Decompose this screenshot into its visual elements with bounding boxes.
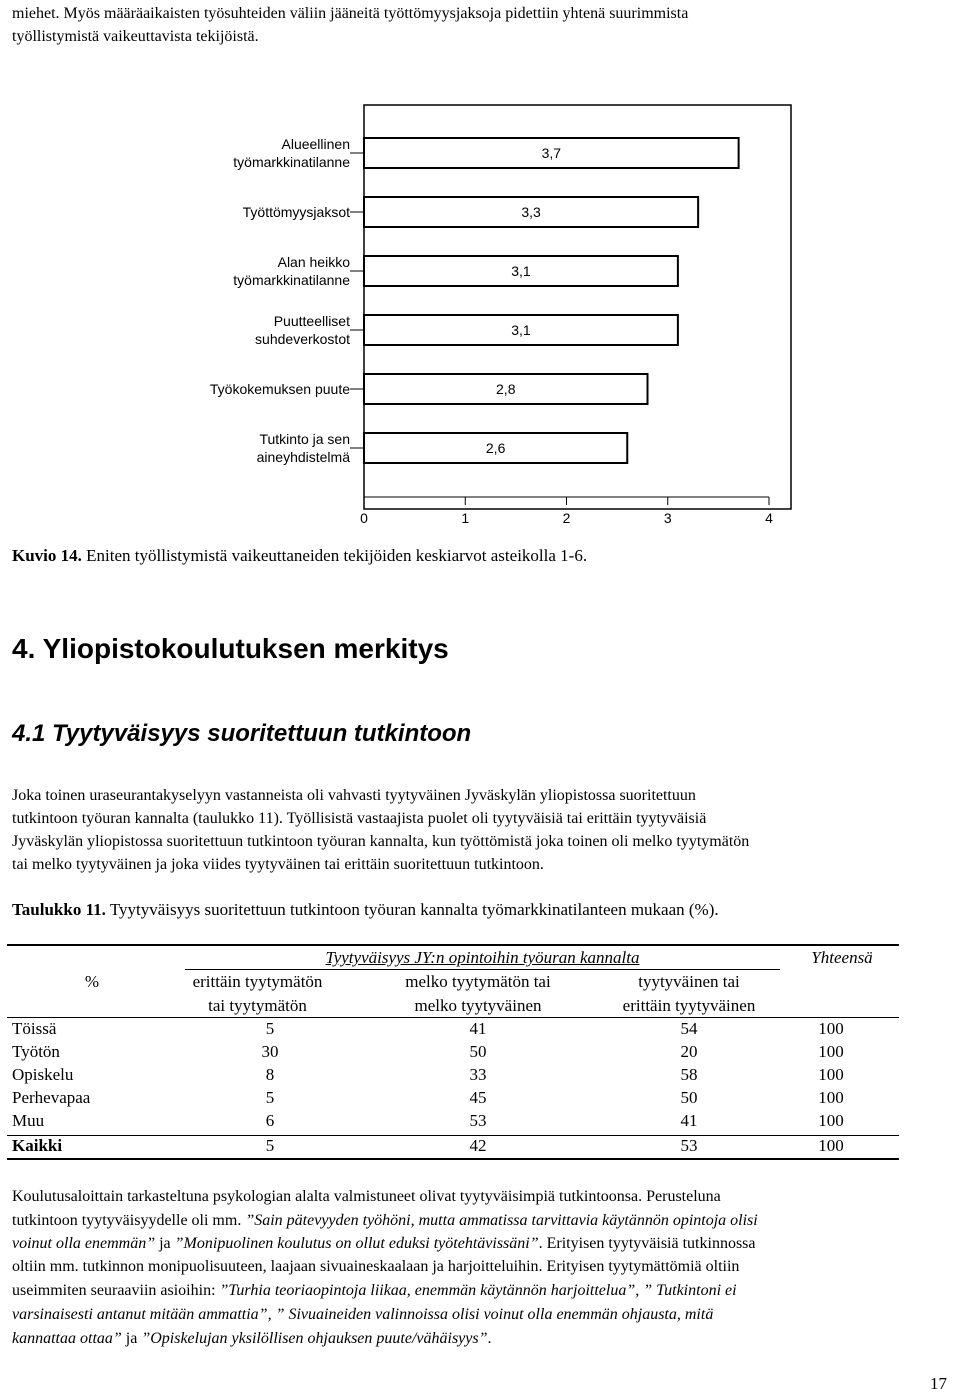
category-label: Alueellinen [281,136,350,152]
data-label: 3,1 [511,263,531,279]
table-total-header: Yhteensä [811,948,873,967]
table-cell: 54 [680,1019,698,1038]
table-group-header: Tyytyväisyys JY:n opintoihin työuran kannalta [325,948,640,967]
para2-line-6 [12,1304,713,1327]
category-label: Tutkinto ja sen [259,431,350,447]
category-label: työmarkkinatilanne [233,154,350,170]
subsection-heading: 4.1 Tyytyväisyys suoritettuun tutkintoon [12,720,472,747]
table-cell: 5 [265,1019,275,1038]
table-total-rule [7,1135,899,1136]
table-row-header: % [84,972,100,991]
category-label: suhdeverkostot [255,331,350,347]
x-tick-label: 0 [360,510,368,526]
para2-line-2 [12,1210,758,1233]
quote-1-end: voinut olla enemmän” [12,1235,156,1252]
data-label: 2,6 [485,440,506,456]
table-cell: 41 [680,1111,698,1130]
table-cell: 100 [818,1065,844,1084]
row-label: Opiskelu [12,1065,74,1084]
para2-text: ja [121,1330,142,1347]
bar-chart [0,0,960,540]
x-tick-label: 3 [663,510,672,526]
quote-3: ”Turhia teoriaopintoja liikaa, enemmän käytännön harjoittelua”, ” Tutkintoni ei [219,1282,737,1299]
table-cell: 50 [469,1042,487,1061]
table-cell: 30 [261,1042,279,1061]
category-label: työmarkkinatilanne [233,272,350,288]
para2-line-1: Koulutusaloittain tarkasteltuna psykologian alalta valmistuneet olivat tyytyväisimpiä tutkintoonsa. Perusteluna [12,1188,721,1205]
category-label: Työttömyysjaksot [242,204,350,220]
category-label: aineyhdistelmä [256,449,350,465]
para1-line-3: Jyväskylän yliopistossa suoritettuun tutkintoon työuran kannalta, kun työttömistä joka toinen oli melko tyytymätön [12,833,750,850]
table-cell: 41 [469,1019,487,1038]
intro-line-1: miehet. Myös määräaikaisten työsuhteiden väliin jääneitä työttömyysjaksoja pidettiin yhtenä suurimmista [12,5,689,22]
para2-text: ja [155,1235,175,1252]
table-cell: 58 [680,1065,698,1084]
table-cell: 100 [818,1111,844,1130]
x-tick-label: 2 [562,510,571,526]
row-label: Työtön [12,1042,60,1061]
table-cell: 100 [818,1136,844,1155]
table-bottom-rule [7,1158,899,1160]
quote-4-end: kannattaa ottaa” [12,1330,122,1347]
para2-text: tutkintoon tyytyväisyydelle oli mm. [12,1212,246,1229]
para2-line-4: oltiin mm. tutkinnon monipuolisuuteen, laajaan sivuaineskaalaan ja harjoitteluihin. Erityisen tyytymättömiä oltiin [12,1258,740,1275]
table-cell: 8 [265,1065,275,1084]
col-header-1-line-1: erittäin tyytymätön [192,972,323,991]
col-header-1-line-2: tai tyytymätön [208,996,307,1015]
table-header-rule [7,1017,899,1018]
table-cell: 45 [469,1088,487,1107]
table-cell: 33 [469,1065,487,1084]
table-cell: 5 [265,1088,275,1107]
para2-text: useimmiten seuraaviin asioihin: [12,1282,220,1299]
row-label: Perhevapaa [12,1088,91,1107]
quote-1: ”Sain pätevyyden työhöni, mutta ammatissa tarvittavia käytännön opintoja olisi [245,1212,758,1229]
table-cell: 100 [818,1088,844,1107]
x-tick-label: 4 [765,510,773,526]
para2-line-5 [12,1280,737,1303]
para1-line-2: tutkintoon työuran kannalta (taulukko 11). Työllisistä vastaajista puolet oli tyytyväisiä tai erittäin tyytyväisiä [12,810,707,827]
page-number: 17 [930,1374,947,1393]
table-cell: 53 [680,1136,698,1155]
table-cell: 100 [818,1019,844,1038]
quote-5: ”Opiskelujan yksilöllisen ohjauksen puute/vähäisyys” [141,1330,488,1347]
section-heading: 4. Yliopistokoulutuksen merkitys [12,633,449,664]
data-label: 3,7 [541,145,562,161]
table-caption-label: Taulukko 11. [12,900,106,919]
para2-line-3 [12,1233,756,1256]
data-label: 3,3 [521,204,541,220]
table-cell: 20 [680,1042,698,1061]
col-header-2-line-1: melko tyytymätön tai [405,972,551,991]
col-header-3-line-1: tyytyväinen tai [638,972,740,991]
para2-text: . Erityisen tyytyväisiä tutkinnossa [538,1235,756,1252]
para1-line-1: Joka toinen uraseurantakyselyyn vastanneista oli vahvasti tyytyväinen Jyväskylän yliopistossa suoritettuun [12,787,696,804]
table-cell: 100 [818,1042,844,1061]
category-label: Alan heikko [277,254,350,270]
table-cell: 6 [265,1111,275,1130]
para1-line-4: tai melko tyytyväinen ja joka viides tyytyväinen tai erittäin suoritettuun tutkintoon. [12,856,544,873]
row-label: Töissä [12,1019,57,1038]
row-label: Muu [12,1111,45,1130]
table-caption [12,899,719,922]
figure-caption-text: Eniten työllistymistä vaikeuttaneiden tekijöiden keskiarvot asteikolla 1-6. [81,546,588,565]
para2-line-7 [12,1328,492,1351]
quote-2: ”Monipuolinen koulutus on ollut eduksi työtehtävissäni” [174,1235,539,1252]
table-cell: 53 [469,1111,487,1130]
table-cell: 50 [680,1088,698,1107]
table-cell: 42 [469,1136,487,1155]
figure-caption [12,545,587,568]
para2-text: . [487,1330,492,1347]
category-label: Työkokemuksen puute [209,381,350,397]
data-label: 3,1 [511,322,531,338]
group-header-rule [185,969,780,970]
figure-caption-label: Kuvio 14. [12,546,82,565]
table-cell: 5 [265,1136,275,1155]
row-label: Kaikki [12,1136,63,1155]
col-header-3-line-2: erittäin tyytyväinen [622,996,756,1015]
category-label: Puutteelliset [273,313,350,329]
data-label: 2,8 [496,381,516,397]
col-header-2-line-2: melko tyytyväinen [414,996,542,1015]
x-tick-label: 1 [461,510,470,526]
intro-line-2: työllistymistä vaikeuttavista tekijöistä. [12,28,259,45]
table-caption-text: Tyytyväisyys suoritettuun tutkintoon työuran kannalta työmarkkinatilanteen mukaan (%). [105,900,719,919]
table-top-rule [7,944,899,946]
quote-4: varsinaisesti antanut mitään ammattia”, ” Sivuaineiden valinnoissa olisi voinut olla enemmän ohjausta, mitä [12,1306,714,1323]
